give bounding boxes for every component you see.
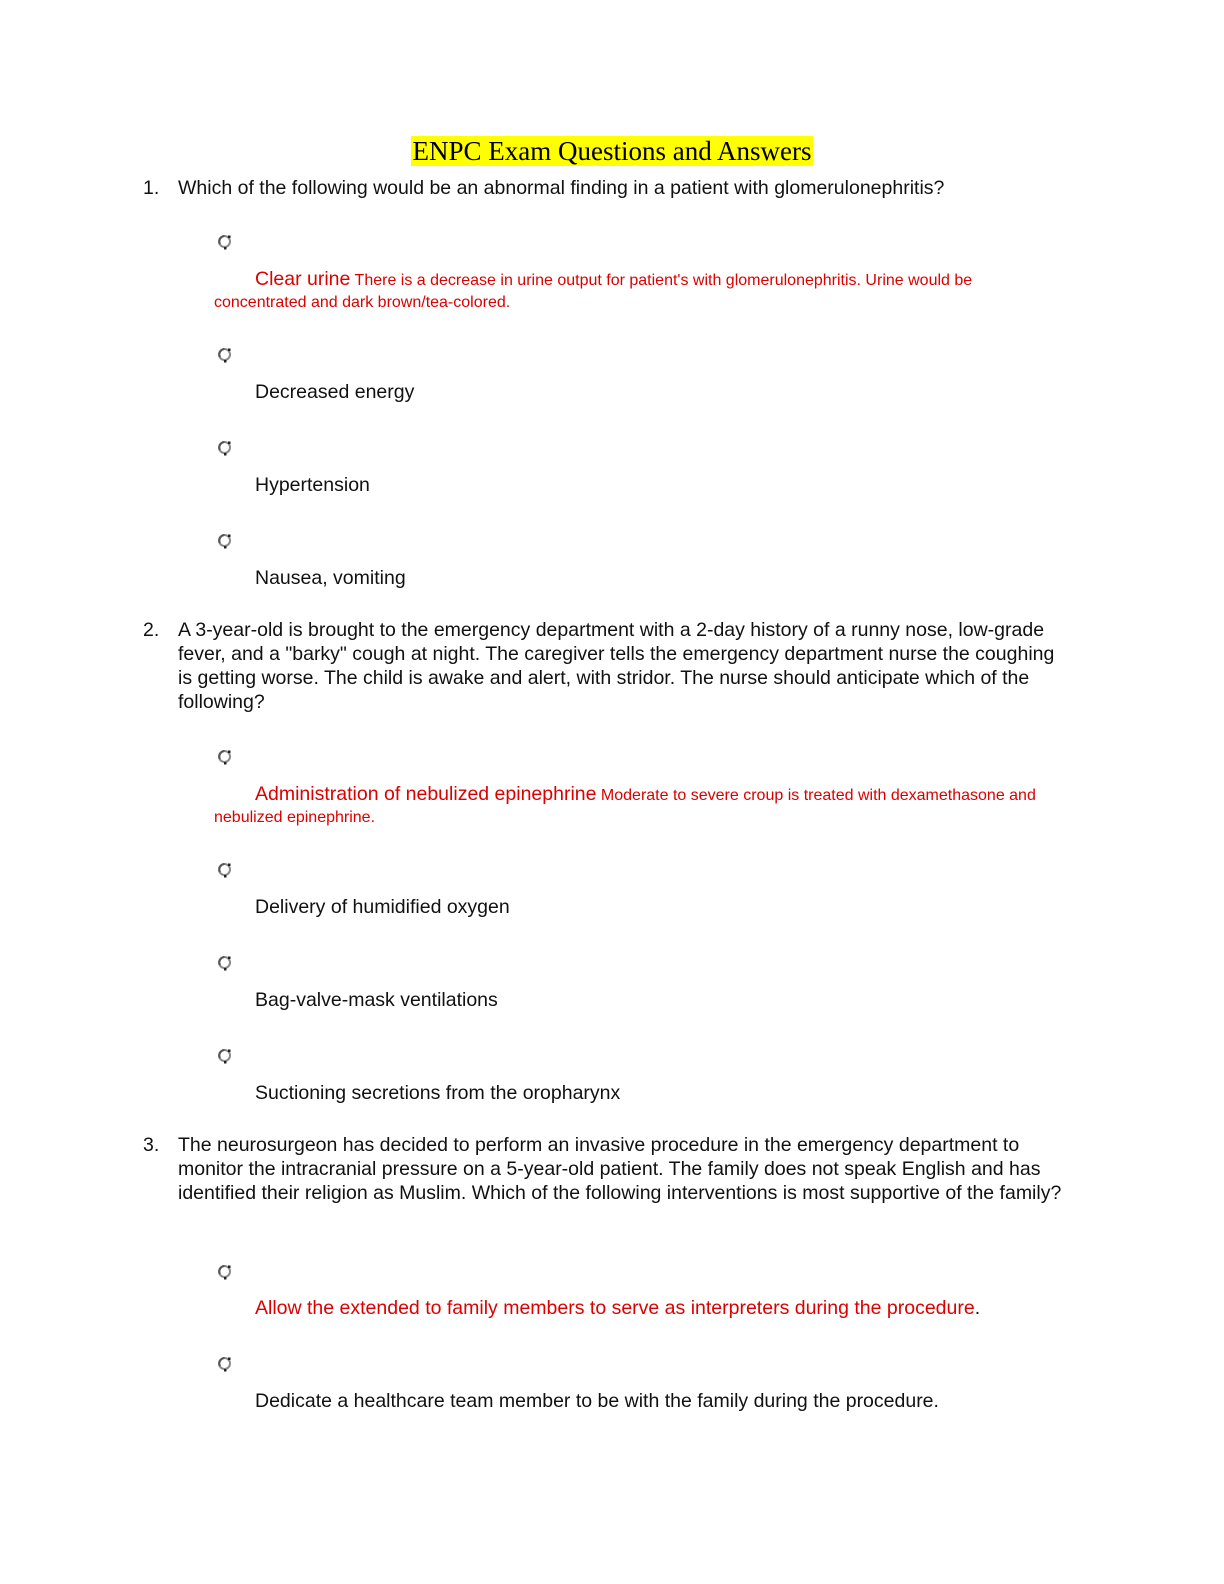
- question-2: [143, 618, 1063, 714]
- radio-icon[interactable]: [217, 234, 233, 250]
- document-title: ENPC Exam Questions and Answers: [412, 136, 812, 166]
- option-text[interactable]: Suctioning secretions from the oropharynx: [255, 1082, 621, 1104]
- answer-explanation: There is a decrease in urine output for patient's with glomerulonephritis. Urine would be concentrated and dark brown/tea-colored.: [214, 272, 973, 311]
- correct-answer: [214, 268, 1064, 314]
- question-text: Which of the following would be an abnormal finding in a patient with glomerulonephritis?: [178, 177, 945, 199]
- radio-icon[interactable]: [217, 862, 233, 878]
- question-number: 2.: [143, 619, 160, 641]
- radio-icon[interactable]: [217, 749, 233, 765]
- question-number: 1.: [143, 177, 160, 199]
- correct-answer: [214, 783, 1064, 829]
- document-title-wrap: [0, 134, 1224, 168]
- radio-icon[interactable]: [217, 533, 233, 549]
- radio-icon[interactable]: [217, 347, 233, 363]
- radio-icon[interactable]: [217, 1356, 233, 1372]
- answer-text: Clear urine: [255, 268, 351, 290]
- answer-explanation: Moderate to severe croup is treated with dexamethasone and nebulized epinephrine.: [214, 787, 1036, 826]
- radio-icon[interactable]: [217, 955, 233, 971]
- question-3: [143, 1133, 1063, 1205]
- answer-text: Administration of nebulized epinephrine: [255, 783, 597, 805]
- answer-trailing-period: .: [974, 1297, 981, 1319]
- answer-text: Allow the extended to family members to serve as interpreters during the procedure: [255, 1297, 975, 1319]
- option-text[interactable]: Hypertension: [255, 474, 370, 496]
- question-1: [143, 176, 1063, 200]
- option-text[interactable]: Decreased energy: [255, 381, 415, 403]
- radio-icon[interactable]: [217, 1264, 233, 1280]
- correct-answer: [255, 1297, 1105, 1321]
- question-text: The neurosurgeon has decided to perform an invasive procedure in the emergency department to monitor the intracranial pressure on a 5-year-old patient. The family does not speak English and has identified their religion as Muslim. Which of the following interventions is most supportive of the family?: [178, 1134, 1062, 1204]
- option-text[interactable]: Bag-valve-mask ventilations: [255, 989, 498, 1011]
- question-number: 3.: [143, 1134, 160, 1156]
- question-text: A 3-year-old is brought to the emergency department with a 2-day history of a runny nose, low-grade fever, and a "barky" cough at night. The caregiver tells the emergency department nurse the coughing is getting worse. The child is awake and alert, with stridor. The nurse should anticipate which of the following?: [178, 619, 1055, 713]
- radio-icon[interactable]: [217, 1048, 233, 1064]
- option-text[interactable]: Nausea, vomiting: [255, 567, 406, 589]
- option-text[interactable]: Delivery of humidified oxygen: [255, 896, 510, 918]
- radio-icon[interactable]: [217, 440, 233, 456]
- option-text[interactable]: Dedicate a healthcare team member to be with the family during the procedure.: [255, 1390, 939, 1412]
